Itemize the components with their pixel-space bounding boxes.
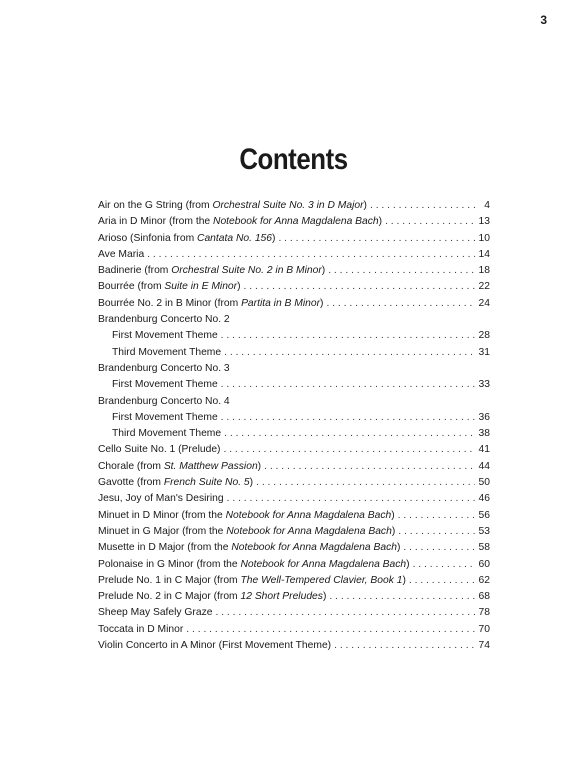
toc-entry-title-text: Toccata in D Minor: [98, 623, 184, 635]
toc-entry-page: 58: [478, 542, 490, 554]
toc-entry-title-text: Bourrée (from: [98, 281, 165, 293]
toc-entry-page: 68: [478, 591, 490, 603]
toc-entry-page: 24: [478, 297, 490, 309]
toc-entry-title-italic: 12 Short Preludes: [240, 591, 323, 603]
toc-entry-title-text: Brandenburg Concerto No. 4: [98, 395, 230, 407]
toc-entry-page: 56: [478, 509, 490, 521]
dot-leader: [221, 377, 475, 393]
toc-entry-title-text: Arioso (Sinfonia from: [98, 232, 198, 244]
toc-entry: [98, 198, 490, 214]
toc-entry: [98, 638, 490, 654]
toc-entry-title-text: Air on the G String (from: [98, 200, 213, 211]
toc-entry-title: [98, 524, 395, 540]
toc-entry-title-text: ): [320, 297, 324, 309]
toc-entry-title: [98, 426, 221, 442]
dot-leader: [223, 442, 475, 458]
toc-entry-title-text: ): [321, 265, 326, 277]
toc-entry-title-text: First Movement Theme: [112, 411, 218, 423]
toc-entry-title-text: Third Movement Theme: [112, 428, 222, 440]
toc-entry: [98, 377, 490, 393]
toc-entry-title-italic: Notebook for Anna Magdalena Bach: [226, 525, 392, 537]
dot-leader: [326, 296, 475, 312]
toc-entry: [98, 622, 490, 638]
toc-entry-title: [98, 491, 224, 507]
dot-leader: [329, 589, 475, 605]
toc-entry-title: [98, 475, 253, 491]
toc-entry: [98, 263, 490, 279]
toc-entry-title: [98, 622, 183, 638]
toc-entry-title-text: Jesu, Joy of Man's Desiring: [98, 493, 224, 505]
toc-entry-title: [98, 589, 326, 605]
toc-entry: [98, 410, 490, 426]
toc-entry-title: [98, 296, 323, 312]
toc-entry-title-text: First Movement Theme: [112, 379, 218, 391]
toc-entry-title: [98, 247, 144, 263]
dot-leader: [328, 263, 475, 279]
toc-entry-title-italic: Orchestral Suite No. 2 in B Minor: [171, 265, 322, 277]
toc-entry-title-text: ): [391, 525, 396, 537]
toc-entry-title-text: Minuet in D Minor (from the: [98, 509, 226, 521]
toc-entry-page: 36: [478, 411, 490, 423]
toc-entry: [98, 475, 490, 491]
toc-entry-title: [98, 605, 212, 621]
toc-entry: [98, 361, 490, 377]
toc-entry-title-text: Prelude No. 1 in C Major (from: [98, 574, 241, 586]
dot-leader: [224, 426, 475, 442]
toc-entry-title: [98, 328, 218, 344]
toc-entry-title-text: Badinerie (from: [98, 265, 172, 277]
toc-entry-title-text: Sheep May Safely Graze: [98, 607, 213, 619]
toc-entry-title-italic: Notebook for Anna Magdalena Bach: [213, 216, 379, 228]
toc-entry: [98, 426, 490, 442]
toc-entry-title-text: ): [237, 281, 241, 293]
toc-entry-page: 31: [478, 346, 490, 358]
toc-entry-page: 10: [478, 232, 490, 244]
toc-entry-title-italic: French Suite No. 5: [163, 477, 250, 489]
dot-leader: [227, 491, 475, 507]
toc-entry-title-italic: Partita in B Minor: [241, 297, 321, 309]
toc-entry-title-italic: Cantata No. 156: [197, 232, 273, 244]
dot-leader: [403, 540, 475, 556]
toc-entry-title-text: Third Movement Theme: [112, 346, 222, 358]
dot-leader: [221, 410, 475, 426]
toc-entry-title: [98, 638, 331, 654]
toc-entry-title-text: ): [402, 574, 406, 586]
toc-entry-page: 62: [478, 574, 490, 586]
toc-entry-title: [98, 442, 220, 458]
toc-entry-page: 4: [484, 200, 490, 211]
toc-entry: [98, 328, 490, 344]
toc-entry-title: [98, 361, 230, 377]
toc-entry-page: 18: [478, 265, 490, 277]
toc-entry: [98, 442, 490, 458]
toc-entry-title-text: Chorale (from: [98, 460, 164, 472]
toc-entry: [98, 605, 490, 621]
toc-entry-page: 78: [478, 607, 490, 619]
toc-entry-page: 70: [478, 623, 490, 635]
dot-leader: [413, 557, 475, 573]
toc-entry-title-italic: St. Matthew Passion: [163, 460, 258, 472]
dot-leader: [264, 459, 475, 475]
table-of-contents: [98, 198, 490, 654]
toc-entry-title: [98, 459, 261, 475]
toc-entry-title-text: Brandenburg Concerto No. 2: [98, 314, 230, 326]
toc-entry-title: [98, 312, 230, 328]
dot-leader: [385, 214, 475, 230]
toc-entry-title-text: ): [378, 216, 383, 228]
toc-entry-page: 33: [478, 379, 490, 391]
toc-entry-title-text: ): [249, 477, 254, 489]
toc-entry-title-text: Cello Suite No. 1 (Prelude): [98, 444, 221, 456]
toc-entry-page: 13: [478, 216, 490, 228]
dot-leader: [256, 475, 475, 491]
toc-entry-title: [98, 231, 275, 247]
toc-entry: [98, 557, 490, 573]
toc-entry-page: 46: [478, 493, 490, 505]
toc-entry-title-text: Polonaise in G Minor (from the: [98, 558, 241, 570]
toc-entry-title: [98, 377, 218, 393]
dot-leader: [147, 247, 475, 263]
dot-leader: [398, 524, 475, 540]
toc-entry: [98, 296, 490, 312]
toc-entry-title-text: ): [257, 460, 262, 472]
toc-entry-title-text: Gavotte (from: [98, 477, 164, 489]
toc-entry-title: [98, 540, 400, 556]
toc-entry-title-text: Ave Maria: [98, 248, 145, 260]
toc-entry-title: [98, 279, 241, 295]
toc-entry-title-text: Bourrée No. 2 in B Minor (from: [98, 297, 242, 309]
toc-entry: [98, 491, 490, 507]
toc-entry: [98, 508, 490, 524]
toc-entry-page: 22: [478, 281, 490, 293]
toc-entry-title-text: Aria in D Minor (from the: [98, 216, 214, 228]
dot-leader: [334, 638, 475, 654]
page-number: 3: [540, 13, 547, 27]
toc-entry: [98, 573, 490, 589]
toc-entry: [98, 214, 490, 230]
dot-leader: [370, 198, 475, 214]
toc-entry-page: 74: [478, 640, 490, 652]
toc-entry-title-italic: Notebook for Anna Magdalena Bach: [231, 542, 397, 554]
toc-entry-title-text: ): [322, 591, 327, 603]
toc-entry-title: [98, 345, 221, 361]
toc-entry-title-text: Musette in D Major (from the: [98, 542, 232, 554]
toc-entry-title-italic: The Well-Tempered Clavier, Book 1: [240, 574, 403, 586]
toc-entry-title-text: Minuet in G Major (from the: [98, 525, 227, 537]
toc-entry-page: 44: [478, 460, 490, 472]
toc-entry-title-text: ): [396, 542, 401, 554]
toc-entry-title-text: Brandenburg Concerto No. 3: [98, 362, 230, 374]
page-title: Contents: [239, 143, 348, 176]
dot-leader: [398, 508, 475, 524]
toc-entry: [98, 279, 490, 295]
toc-entry-title: [98, 557, 410, 573]
toc-entry-title: [98, 508, 395, 524]
dot-leader: [409, 573, 475, 589]
toc-entry-title-text: First Movement Theme: [112, 330, 218, 342]
toc-entry: [98, 247, 490, 263]
toc-entry-page: 28: [478, 330, 490, 342]
dot-leader: [244, 279, 475, 295]
toc-entry-title: [98, 573, 406, 589]
toc-entry-page: 38: [478, 428, 490, 440]
toc-entry-title-text: ): [272, 232, 276, 244]
toc-entry-title: [98, 410, 218, 426]
toc-entry-title-text: Violin Concerto in A Minor (First Movement Theme): [98, 640, 332, 652]
toc-entry-title-text: ): [406, 558, 410, 570]
toc-entry-title: [98, 394, 230, 410]
toc-entry-title: [98, 198, 367, 214]
toc-entry-page: 50: [478, 477, 490, 489]
toc-entry-page: 41: [478, 444, 490, 456]
dot-leader: [278, 231, 475, 247]
dot-leader: [215, 605, 475, 621]
toc-entry: [98, 345, 490, 361]
toc-entry: [98, 524, 490, 540]
toc-entry-title-text: ): [363, 200, 367, 211]
toc-entry-page: 14: [478, 248, 490, 260]
toc-entry: [98, 540, 490, 556]
toc-entry-title-text: ): [391, 509, 395, 521]
toc-entry-title-italic: Notebook for Anna Magdalena Bach: [240, 558, 407, 570]
toc-entry: [98, 459, 490, 475]
toc-entry-page: 53: [478, 525, 490, 537]
toc-entry-title-italic: Suite in E Minor: [164, 281, 238, 293]
toc-entry-title: [98, 263, 325, 279]
toc-entry: [98, 589, 490, 605]
toc-entry-page: 60: [478, 558, 490, 570]
toc-entry: [98, 394, 490, 410]
toc-entry-title-text: Prelude No. 2 in C Major (from: [98, 591, 241, 603]
toc-entry-title: [98, 214, 382, 230]
toc-entry-title-italic: Orchestral Suite No. 3 in D Major: [212, 200, 364, 211]
dot-leader: [224, 345, 475, 361]
dot-leader: [186, 622, 475, 638]
toc-entry: [98, 231, 490, 247]
toc-entry-title-italic: Notebook for Anna Magdalena Bach: [225, 509, 392, 521]
dot-leader: [221, 328, 475, 344]
toc-entry: [98, 312, 490, 328]
